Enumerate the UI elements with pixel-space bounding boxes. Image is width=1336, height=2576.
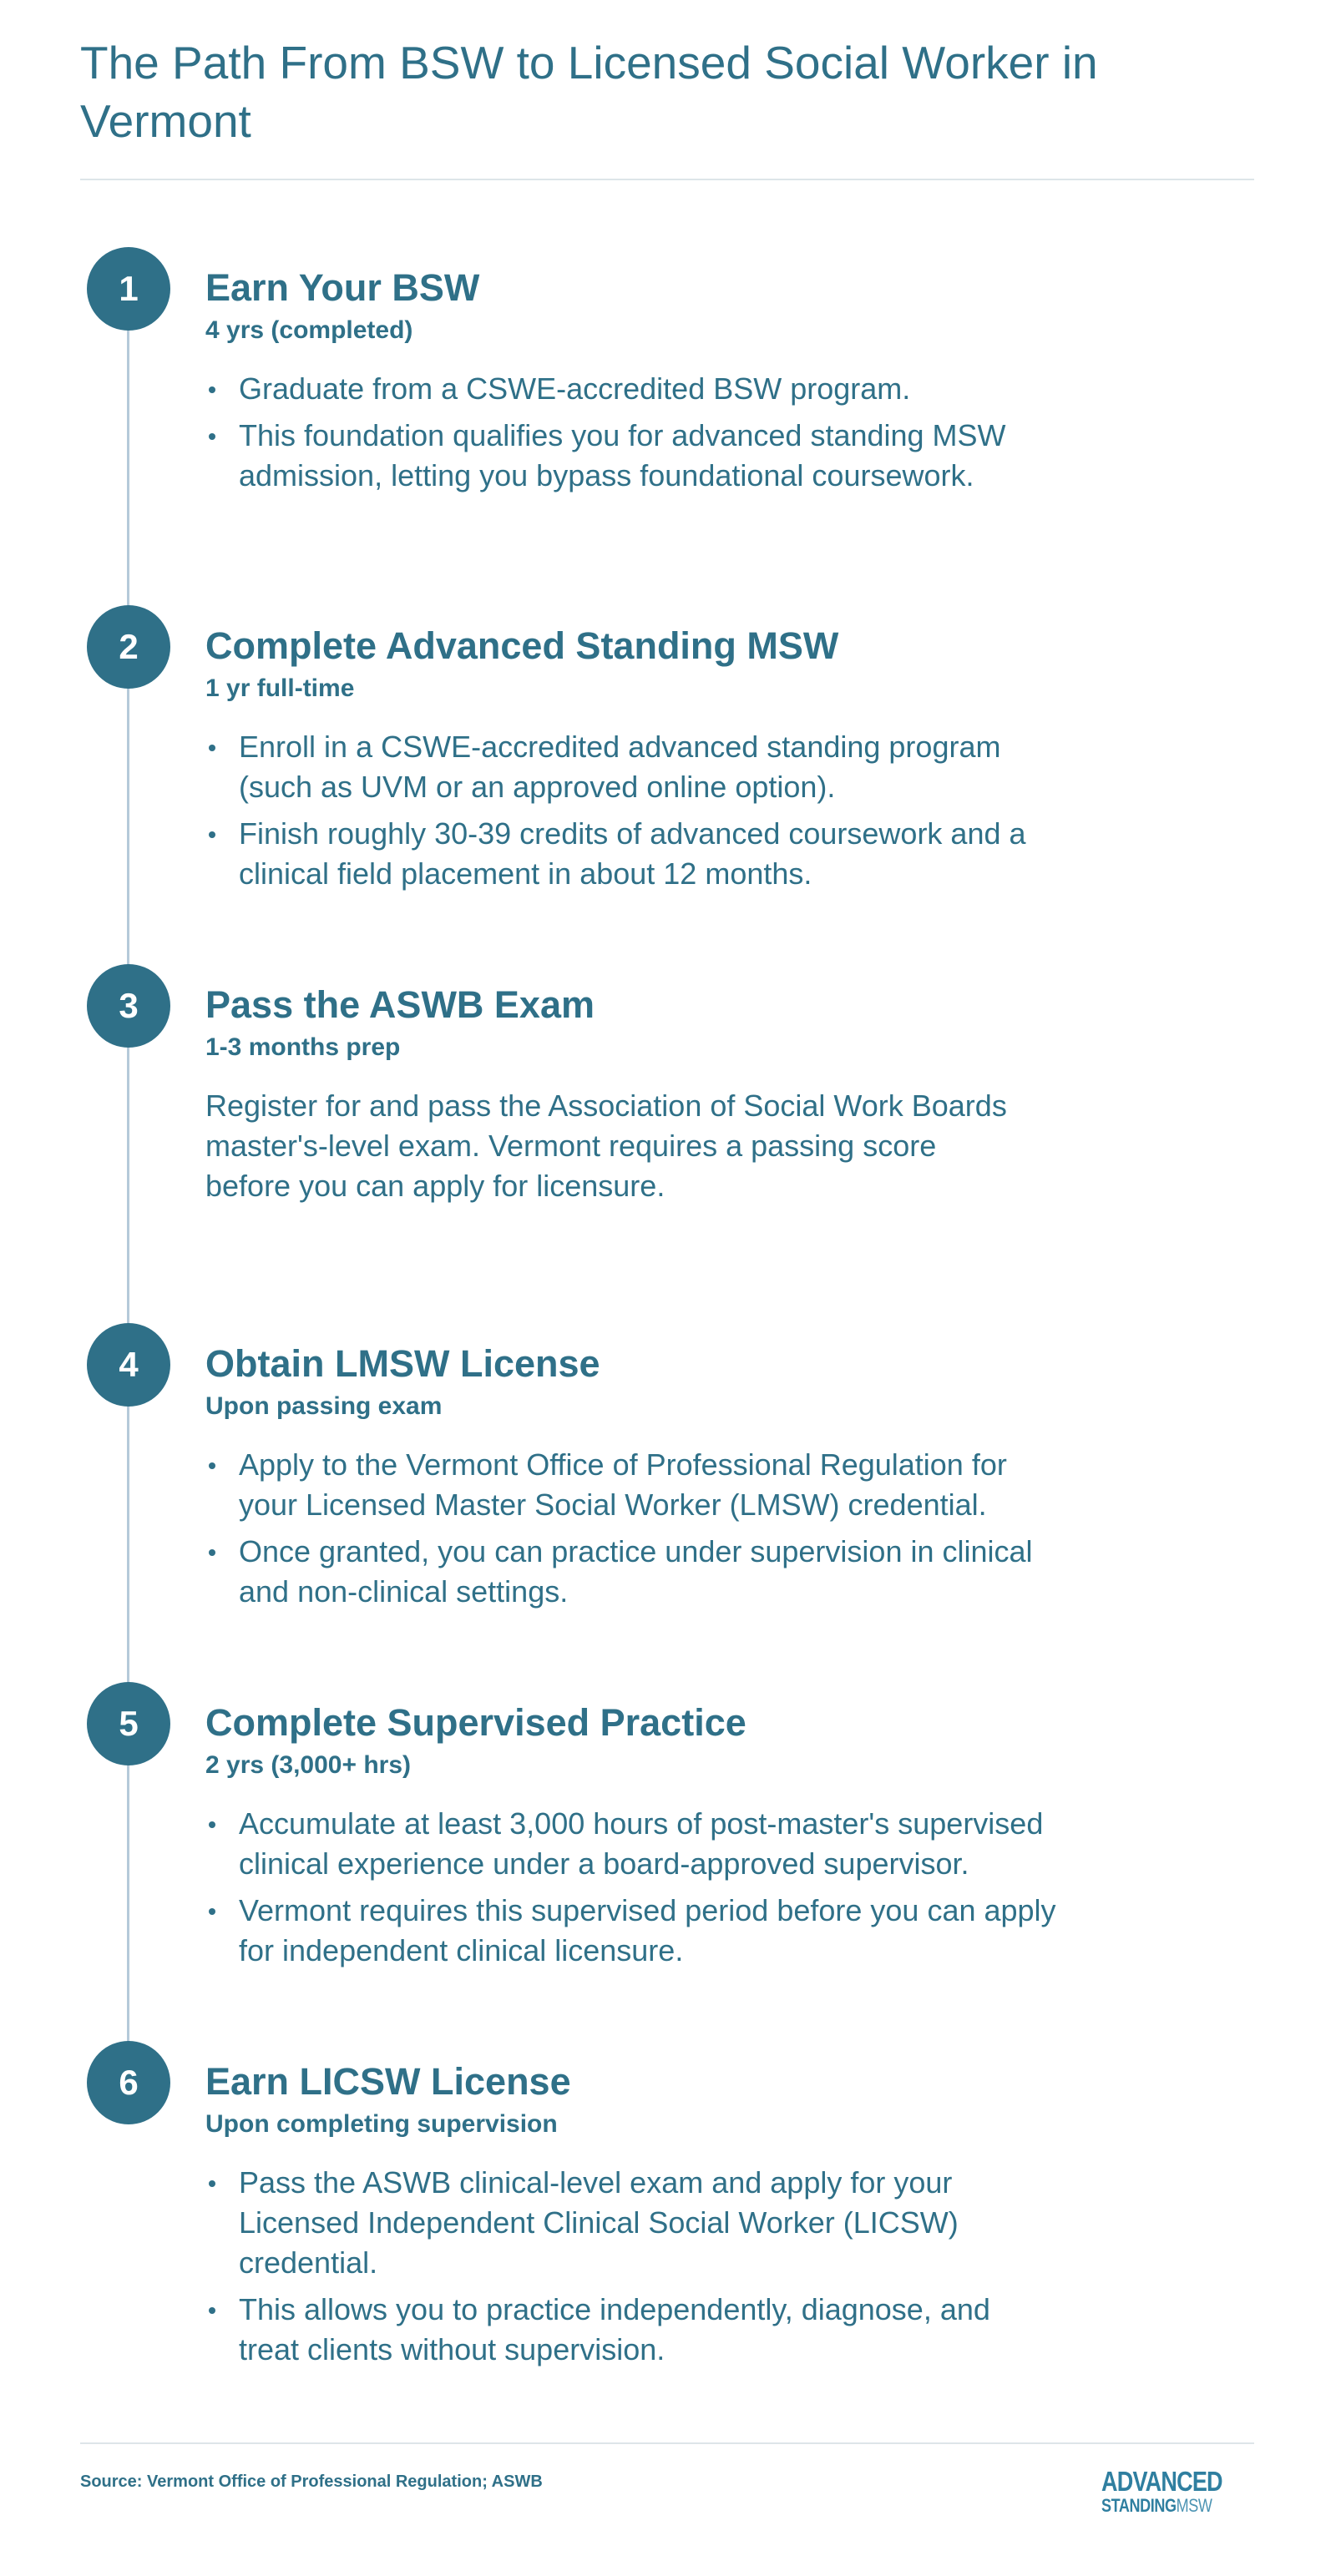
timeline-line xyxy=(127,289,129,2084)
step-duration: 1-3 months prep xyxy=(205,1033,401,1061)
step-bullet-list xyxy=(205,1445,1057,1612)
source-citation: Source: Vermont Office of Professional Regulation; ASWB xyxy=(80,2472,543,2491)
header-divider xyxy=(80,179,1254,180)
step-supervised-practice xyxy=(205,1700,1057,1977)
page-title: The Path From BSW to Licensed Social Worker in Vermont xyxy=(80,37,1098,147)
advanced-standing-msw-logo xyxy=(1101,2467,1249,2515)
step-bullet-list xyxy=(205,1804,1057,1971)
step-duration: 1 yr full-time xyxy=(205,674,355,702)
step-duration: 2 yrs (3,000+ hrs) xyxy=(205,1751,411,1779)
step-number-badge: 4 xyxy=(87,1323,170,1407)
step-lmsw-license xyxy=(205,1341,1057,1619)
logo-text-bottom xyxy=(1101,2497,1222,2515)
step-duration: Upon passing exam xyxy=(205,1392,443,1420)
step-aswb-exam xyxy=(205,982,1057,1206)
step-title: Complete Supervised Practice xyxy=(205,1701,746,1744)
step-bullet: Graduate from a CSWE-accredited BSW program. xyxy=(205,369,1057,409)
step-title: Earn LICSW License xyxy=(205,2060,571,2103)
step-title: Pass the ASWB Exam xyxy=(205,983,595,1026)
logo-text-top: ADVANCED xyxy=(1101,2466,1223,2497)
step-duration: Upon completing supervision xyxy=(205,2110,558,2138)
step-number-badge: 5 xyxy=(87,1682,170,1765)
step-number-badge: 2 xyxy=(87,605,170,689)
step-bullet-list xyxy=(205,369,1057,496)
step-number-badge: 6 xyxy=(87,2041,170,2124)
step-duration: 4 yrs (completed) xyxy=(205,316,413,344)
step-title: Earn Your BSW xyxy=(205,266,480,309)
step-bullet: Finish roughly 30-39 credits of advanced coursework and a clinical field placement in about 12 months. xyxy=(205,814,1057,894)
step-title: Obtain LMSW License xyxy=(205,1342,600,1385)
step-earn-bsw xyxy=(205,265,1057,503)
step-licsw-license xyxy=(205,2059,1057,2376)
step-bullet: Pass the ASWB clinical-level exam and apply for your Licensed Independent Clinical Social Worker (LICSW) credential. xyxy=(205,2163,1057,2283)
step-number-badge: 1 xyxy=(87,247,170,331)
step-bullet: This allows you to practice independently, diagnose, and treat clients without supervision. xyxy=(205,2290,1057,2370)
step-bullet: Once granted, you can practice under supervision in clinical and non-clinical settings. xyxy=(205,1532,1057,1612)
logo-text-msw: MSW xyxy=(1177,2495,1212,2516)
step-bullet: Accumulate at least 3,000 hours of post-master's supervised clinical experience under a board-approved supervisor. xyxy=(205,1804,1057,1884)
footer-divider xyxy=(80,2442,1254,2444)
logo-text-standing: STANDING xyxy=(1101,2495,1177,2516)
step-bullet: Enroll in a CSWE-accredited advanced standing program (such as UVM or an approved online option). xyxy=(205,727,1057,807)
step-advanced-standing-msw xyxy=(205,624,1057,901)
step-number-badge: 3 xyxy=(87,964,170,1048)
step-description: Register for and pass the Association of Social Work Boards master's-level exam. Vermont requires a passing score before you can apply for licensure. xyxy=(205,1088,1007,1203)
step-bullet-list xyxy=(205,2163,1057,2370)
step-title: Complete Advanced Standing MSW xyxy=(205,624,839,667)
step-bullet: Apply to the Vermont Office of Professional Regulation for your Licensed Master Social Worker (LMSW) credential. xyxy=(205,1445,1057,1525)
step-bullet-list xyxy=(205,727,1057,894)
step-bullet: Vermont requires this supervised period before you can apply for independent clinical licensure. xyxy=(205,1891,1057,1971)
step-bullet: This foundation qualifies you for advanced standing MSW admission, letting you bypass foundational coursework. xyxy=(205,416,1057,496)
